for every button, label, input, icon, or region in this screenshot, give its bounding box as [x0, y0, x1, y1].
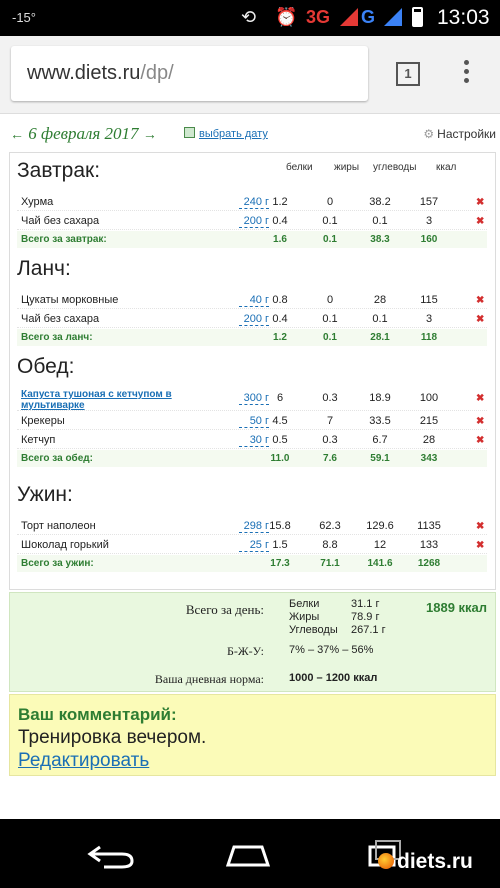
col-carbs: углеводы [373, 162, 417, 173]
food-amount[interactable]: 40 г [239, 294, 269, 307]
food-row [17, 212, 487, 230]
food-name: Чай без сахара [21, 313, 100, 325]
meal-total-row [17, 450, 487, 467]
food-row [17, 517, 487, 535]
food-kcal: 115 [420, 294, 438, 306]
meal-total-label: Всего за ужин: [21, 558, 94, 569]
food-carbs: 6.7 [372, 434, 388, 446]
url-path: /dp/ [140, 62, 174, 84]
col-kcal: ккал [436, 162, 457, 173]
food-name: Хурма [21, 196, 54, 208]
food-carbs: 12 [373, 539, 387, 551]
food-amount[interactable]: 200 г [239, 313, 269, 326]
food-carbs: 0.1 [372, 313, 388, 325]
delete-icon[interactable]: ✖ [476, 295, 485, 306]
total-protein: 1.2 [273, 332, 287, 343]
bju-value: 7% – 37% – 56% [289, 644, 374, 656]
edit-comment-link[interactable]: Редактировать [18, 750, 150, 771]
delete-icon[interactable]: ✖ [476, 216, 485, 227]
delete-icon[interactable]: ✖ [476, 197, 485, 208]
date-bar [10, 124, 496, 148]
url-text [27, 62, 174, 85]
current-date: 6 февраля 2017 [28, 124, 139, 143]
food-kcal: 100 [419, 392, 439, 404]
back-icon[interactable] [82, 833, 142, 873]
food-name: Шоколад горький [21, 539, 109, 551]
food-amount[interactable]: 50 г [239, 415, 269, 428]
temperature: -15° [12, 10, 36, 25]
food-row [17, 310, 487, 328]
gear-icon: ⚙ [423, 127, 435, 141]
delete-icon[interactable]: ✖ [476, 393, 485, 404]
browser-menu-button[interactable] [462, 60, 470, 88]
food-fat: 62.3 [319, 520, 341, 532]
col-protein: белки [286, 162, 313, 173]
food-fat: 0.3 [322, 392, 338, 404]
meal-total-label: Всего за обед: [21, 453, 93, 464]
signal-icon [340, 8, 358, 26]
meal-total-label: Всего за ланч: [21, 332, 93, 343]
food-amount[interactable]: 200 г [239, 215, 269, 228]
food-fat: 0.1 [322, 215, 338, 227]
food-name[interactable]: Капуста тушоная с кетчупом в мультиварке [21, 389, 172, 411]
food-fat: 7 [326, 415, 334, 427]
food-row [17, 412, 487, 430]
settings-label: Настройки [437, 127, 496, 141]
total-carbs: 28.1 [370, 332, 390, 343]
meal-title: Завтрак: [17, 159, 101, 182]
meal-total-row [17, 231, 487, 248]
signal-icon-2 [384, 8, 402, 26]
clock: 13:03 [437, 6, 490, 29]
day-summary [9, 592, 496, 692]
fat-label: Жиры [289, 611, 320, 623]
food-protein: 15.8 [269, 520, 291, 532]
address-bar[interactable] [11, 46, 368, 101]
network-3g-indicator: 3G [306, 7, 331, 27]
pick-date-label: выбрать дату [199, 128, 268, 140]
food-protein: 6 [276, 392, 284, 404]
total-fat: 71.1 [320, 558, 340, 569]
delete-icon[interactable]: ✖ [476, 314, 485, 325]
total-fat: 0.1 [323, 332, 337, 343]
total-carbs: 59.1 [370, 453, 390, 464]
food-row [17, 193, 487, 211]
food-amount[interactable]: 25 г [239, 539, 269, 552]
food-amount[interactable]: 298 г [239, 520, 269, 533]
browser-toolbar [0, 36, 500, 114]
total-fat: 7.6 [323, 453, 337, 464]
delete-icon[interactable]: ✖ [476, 540, 485, 551]
food-fat: 0.1 [322, 313, 338, 325]
day-total-label: Всего за день: [185, 602, 264, 617]
rotate-icon: ⟲ [241, 7, 257, 27]
food-carbs: 38.2 [369, 196, 391, 208]
food-protein: 1.5 [272, 539, 288, 551]
delete-icon[interactable]: ✖ [476, 521, 485, 532]
col-fat: жиры [334, 162, 360, 173]
delete-icon[interactable]: ✖ [476, 416, 485, 427]
food-row [17, 291, 487, 309]
comment-title: Ваш комментарий: [18, 705, 177, 724]
total-carbs: 38.3 [370, 234, 390, 245]
total-protein: 17.3 [270, 558, 290, 569]
food-name: Цукаты морковные [21, 294, 119, 306]
meal-title: Ланч: [17, 257, 71, 280]
food-name: Торт наполеон [21, 520, 96, 532]
food-amount[interactable]: 300 г [239, 392, 269, 405]
food-name: Чай без сахара [21, 215, 100, 227]
pick-date-link[interactable] [184, 127, 268, 140]
food-protein: 0.4 [272, 313, 288, 325]
norm-label: Ваша дневная норма: [154, 672, 264, 686]
apple-logo-icon [378, 853, 394, 869]
food-kcal: 3 [425, 313, 433, 325]
meal-diary [9, 152, 496, 590]
meal-title: Обед: [17, 355, 75, 378]
meal-title: Ужин: [17, 483, 73, 506]
food-row [17, 389, 487, 411]
food-name: Кетчуп [21, 434, 56, 446]
food-row [17, 536, 487, 554]
total-kcal: 118 [420, 332, 438, 343]
alarm-icon: ⏰ [275, 7, 298, 27]
food-carbs: 0.1 [372, 215, 388, 227]
meal-total-row [17, 329, 487, 346]
comment-text: Тренировка вечером. [18, 727, 207, 748]
total-kcal: 1268 [417, 558, 441, 569]
total-protein: 11.0 [270, 453, 290, 464]
food-fat: 8.8 [322, 539, 338, 551]
fat-value: 78.9 г [351, 611, 380, 623]
url-host: www.diets.ru [27, 62, 141, 84]
food-fat: 0 [326, 294, 334, 306]
food-carbs: 33.5 [369, 415, 391, 427]
comment-box [9, 694, 496, 776]
tab-switcher-button[interactable]: 1 [396, 62, 420, 86]
bju-label: Б-Ж-У: [226, 644, 264, 658]
food-protein: 0.5 [272, 434, 288, 446]
day-kcal: 1889 ккал [426, 600, 488, 615]
carbs-value: 267.1 г [351, 624, 386, 636]
calendar-icon [184, 127, 195, 138]
food-carbs: 18.9 [369, 392, 391, 404]
date-navigator [10, 124, 157, 144]
food-kcal: 28 [422, 434, 436, 446]
food-kcal: 133 [419, 539, 439, 551]
food-amount[interactable]: 240 г [239, 196, 269, 209]
prev-day-link[interactable]: ← [10, 128, 24, 143]
battery-icon [412, 7, 423, 27]
food-fat: 0.3 [322, 434, 338, 446]
norm-value: 1000 – 1200 ккал [289, 672, 378, 684]
food-amount[interactable]: 30 г [239, 434, 269, 447]
total-kcal: 343 [420, 453, 438, 464]
food-kcal: 3 [425, 215, 433, 227]
settings-link[interactable] [423, 127, 496, 141]
watermark: diets.ru [378, 850, 473, 874]
food-kcal: 157 [419, 196, 439, 208]
next-day-link[interactable]: → [142, 128, 157, 143]
meal-total-row [17, 555, 487, 572]
network-g-indicator: G [361, 7, 376, 27]
delete-icon[interactable]: ✖ [476, 435, 485, 446]
food-protein: 0.8 [272, 294, 288, 306]
total-fat: 0.1 [323, 234, 337, 245]
total-carbs: 141.6 [367, 558, 393, 569]
food-name: Крекеры [21, 415, 65, 427]
meal-total-label: Всего за завтрак: [21, 234, 107, 245]
total-protein: 1.6 [273, 234, 287, 245]
protein-value: 31.1 г [351, 598, 380, 610]
protein-label: Белки [289, 598, 320, 610]
home-icon[interactable] [218, 833, 278, 873]
food-protein: 0.4 [272, 215, 288, 227]
status-bar [0, 0, 500, 36]
food-carbs: 28 [373, 294, 387, 306]
food-carbs: 129.6 [366, 520, 394, 532]
food-protein: 1.2 [272, 196, 288, 208]
food-protein: 4.5 [272, 415, 288, 427]
food-kcal: 215 [419, 415, 439, 427]
carbs-label: Углеводы [289, 624, 338, 636]
food-fat: 0 [326, 196, 334, 208]
food-kcal: 1135 [417, 520, 441, 532]
diary-page [0, 114, 500, 819]
total-kcal: 160 [420, 234, 438, 245]
food-row [17, 431, 487, 449]
